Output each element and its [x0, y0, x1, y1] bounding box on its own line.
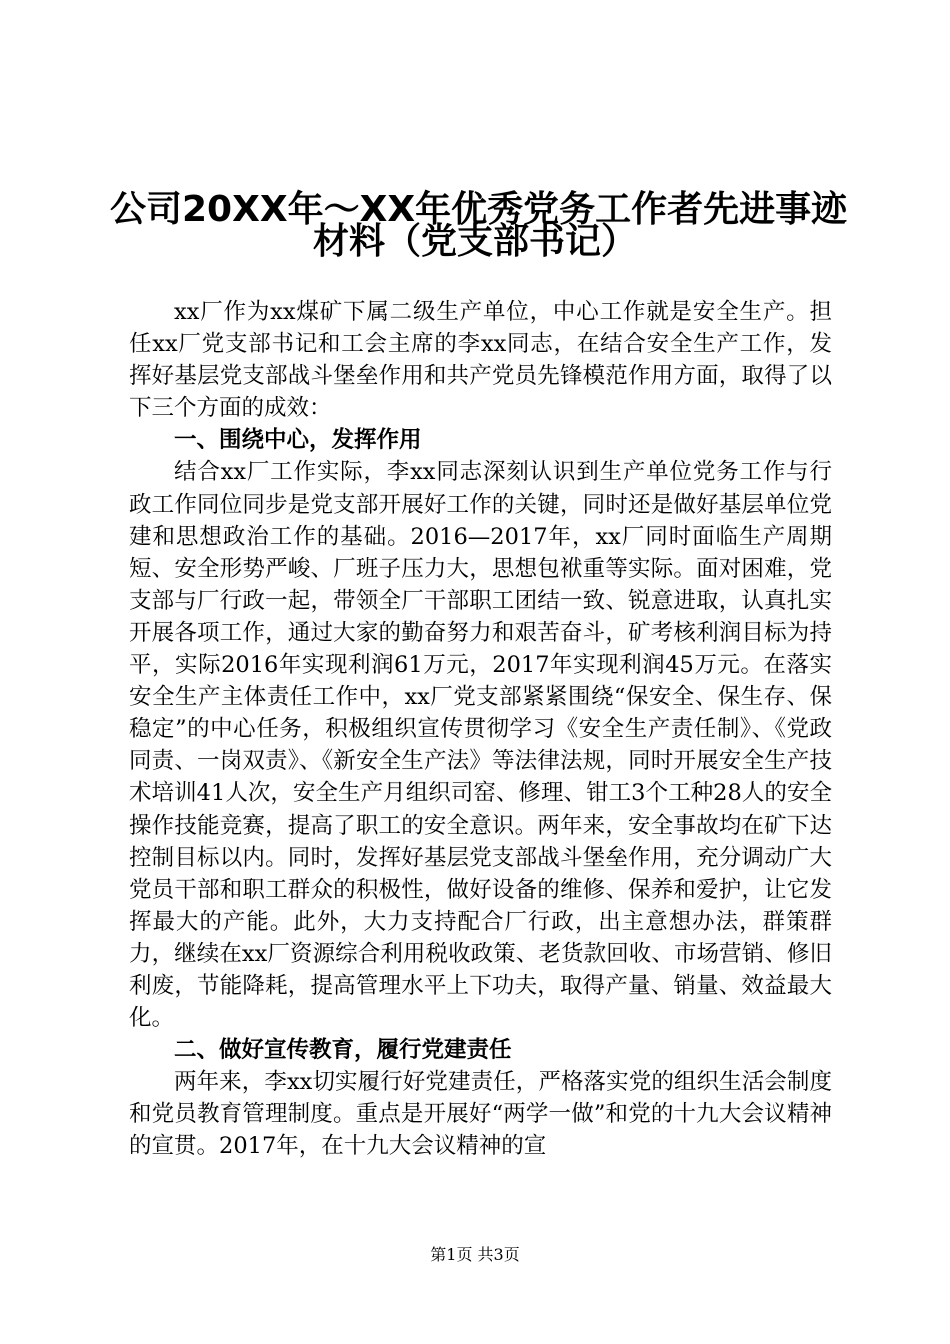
section1-heading: 一、围绕中心，发挥作用 [174, 427, 422, 454]
document-body [129, 296, 832, 1163]
intro-paragraph: xx厂作为xx煤矿下属二级生产单位，中心工作就是安全生产。担任xx厂党支部书记和工会主席的李xx同志，在结合安全生产工作，发挥好基层党支部战斗堡垒作用和共产党员先锋模范作用方面，取得了以下三个方面的成效： [129, 299, 832, 422]
document-title-line1: 公司20XX年～XX年优秀党务工作者先进事迹 [110, 189, 848, 230]
section2-paragraph: 两年来，李xx切实履行好党建责任，严格落实党的组织生活会制度和党员教育管理制度。重点是开展好“两学一做”和党的十九大会议精神的宣贯。2017年，在十九大会议精神的宣 [129, 1069, 832, 1160]
page-footer: 第1页 共3页 [430, 1245, 520, 1264]
section1-paragraph: 结合xx厂工作实际，李xx同志深刻认识到生产单位党务工作与行政工作同位同步是党支部开展好工作的关键，同时还是做好基层单位党建和思想政治工作的基础。2016—2017年，xx厂同时面临生产周期短、安全形势严峻、厂班子压力大，思想包袱重等实际。面对困难，党支部与厂行政一起，带领全厂干部职工团结一致、锐意进取，认真扎实开展各项工作，通过大家的勤奋努力和艰苦奋斗，矿考核利润目标为持平，实际2016年实现利润61万元，2017年实现利润45万元。在落实安全生产主体责任工作中，xx厂党支部紧紧围绕“保安全、保生存、保稳定”的中心任务，积极组织宣传贯彻学习《安全生产责任制》、《党政同责、一岗双责》、《新安全生产法》等法律法规，同时开展安全生产技术培训41人次，安全生产月组织司窑、修理、钳工3个工种28人的安全操作技能竞赛，提高了职工的安全意识。两年来，安全事故均在矿下达控制目标以内。同时，发挥好基层党支部战斗堡垒作用，充分调动广大党员干部和职工群众的积极性，做好设备的维修、保养和爱护，让它发挥最大的产能。此外，大力支持配合厂行政，出主意想办法，群策群力，继续在xx厂资源综合利用税收政策、老货款回收、市场营销、修旧利废，节能降耗，提高管理水平上下功夫，取得产量、销量、效益最大化。 [129, 459, 832, 1032]
document-title-line2: 材料（党支部书记） [312, 221, 637, 262]
section2-heading: 二、做好宣传教育，履行党建责任 [174, 1037, 512, 1064]
